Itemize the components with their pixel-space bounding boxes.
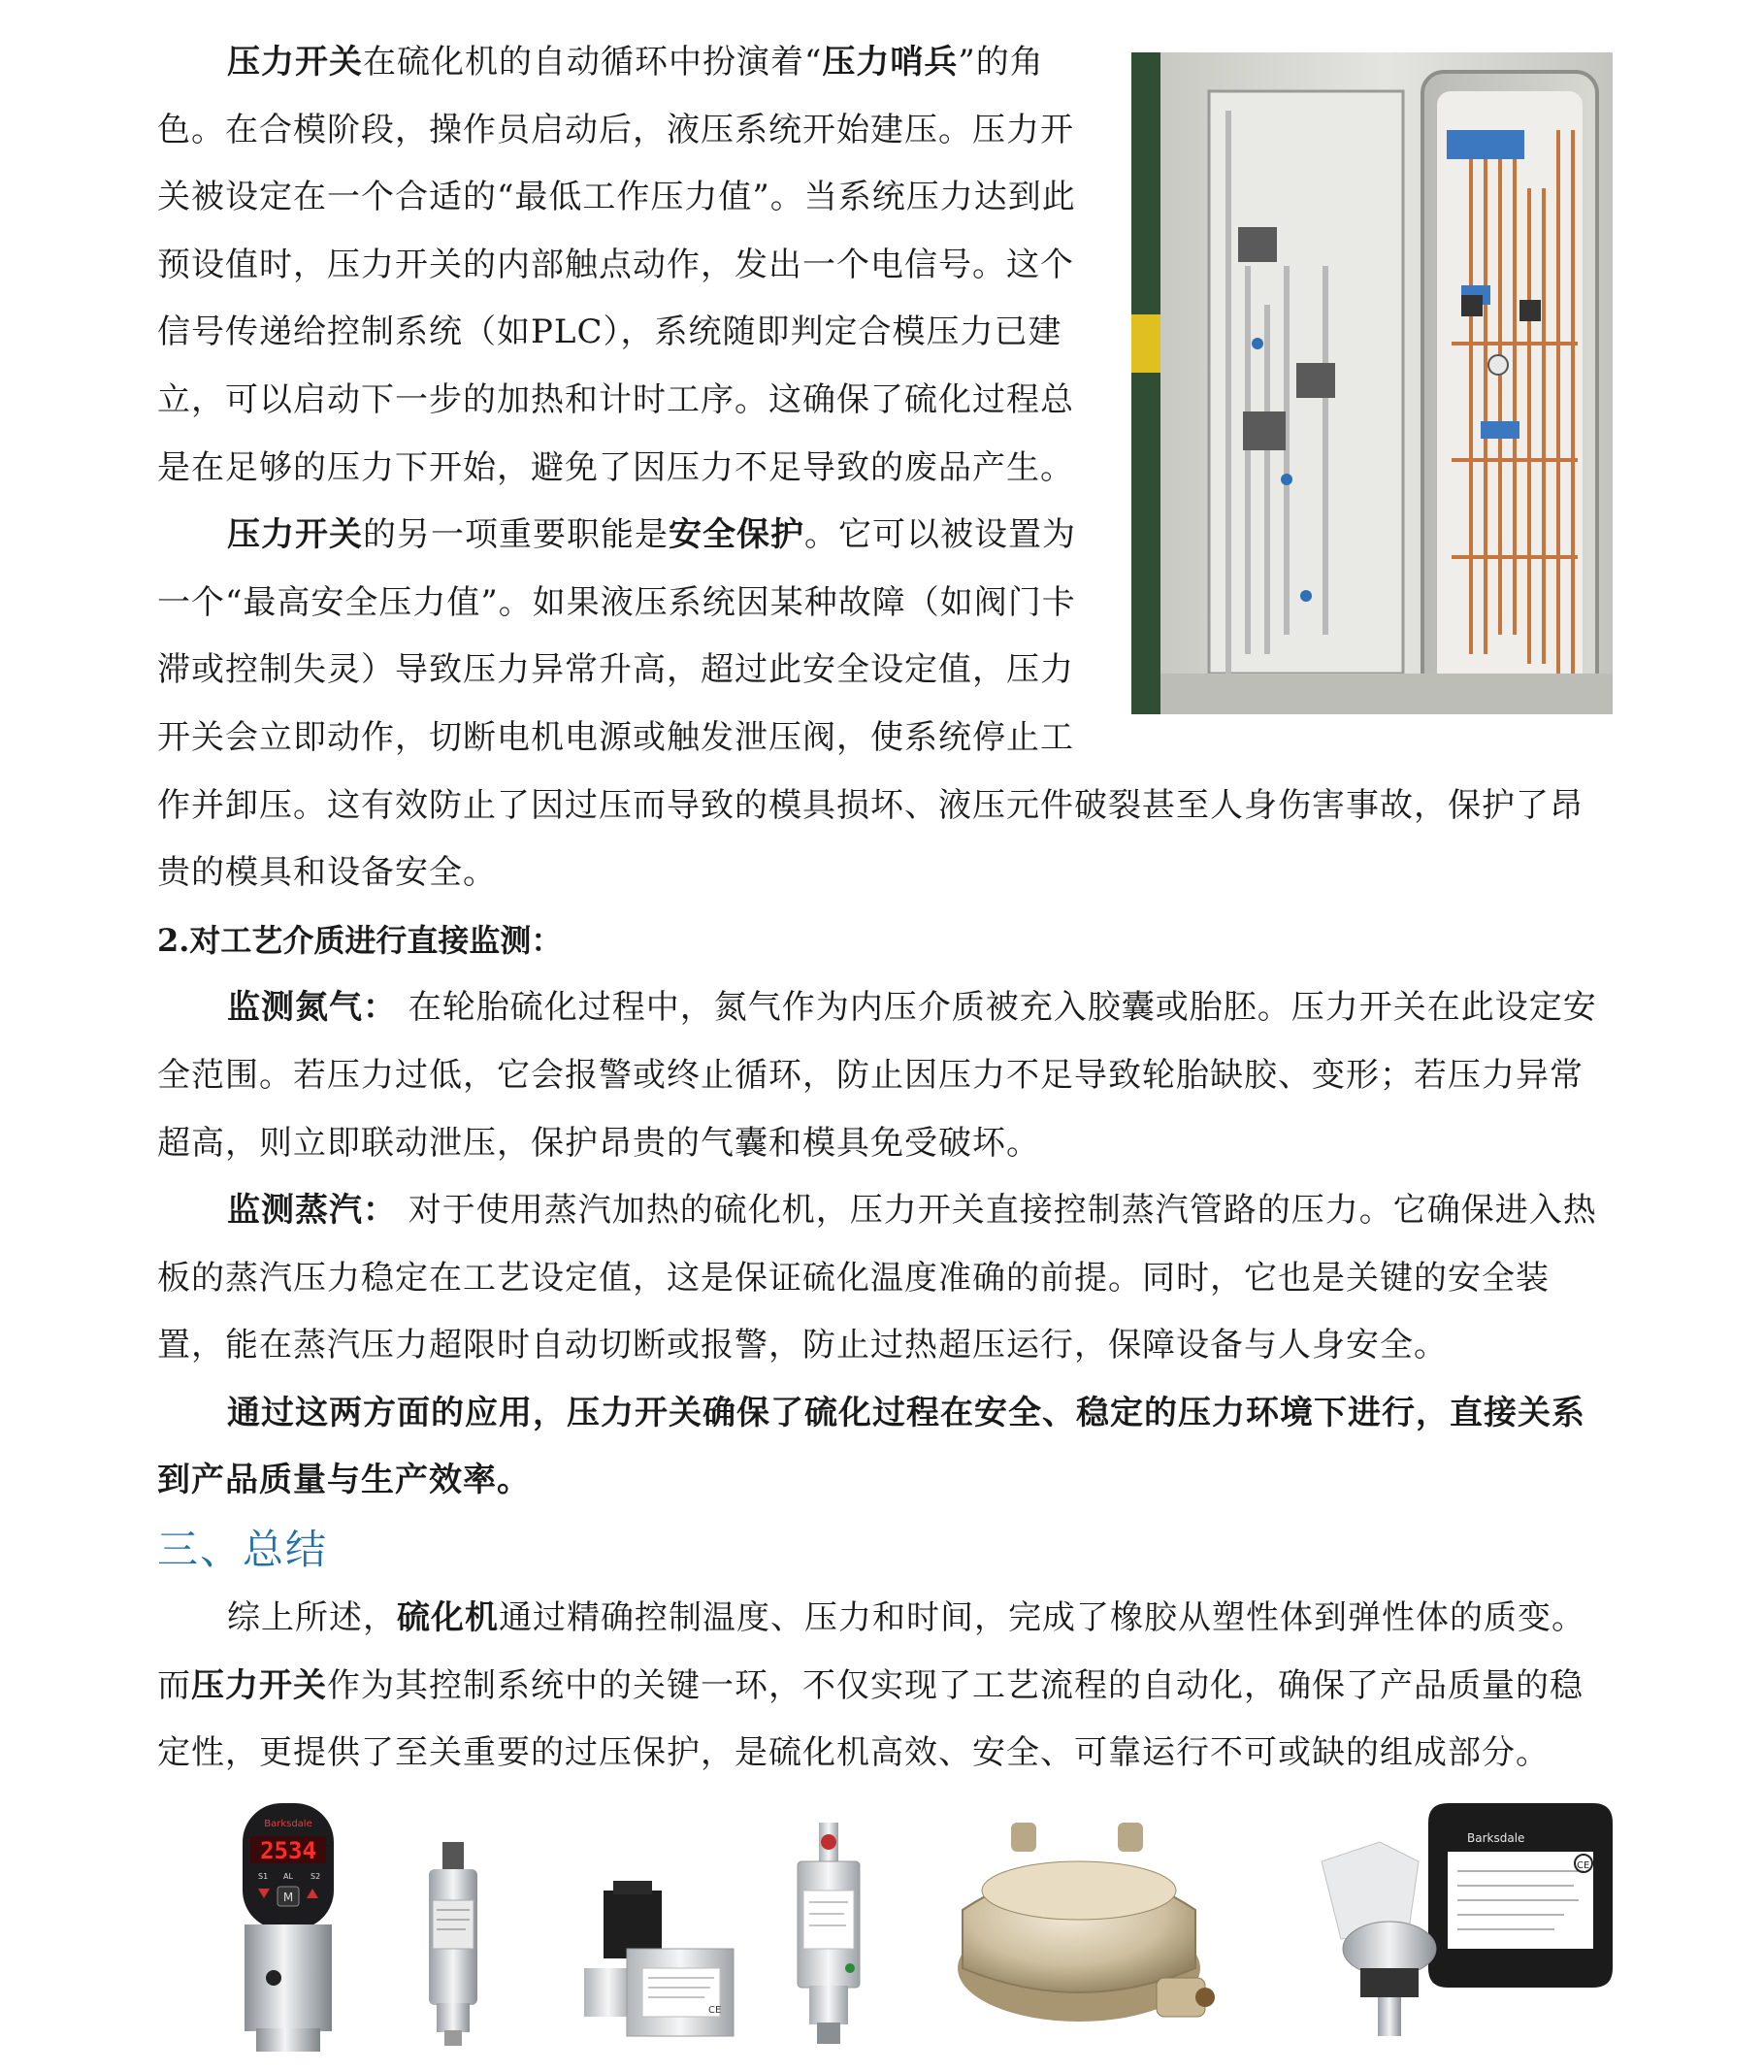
text-run: 通过精确控制温度、压力和时间，完成了橡胶从塑性体到弹性体的质变。而 <box>157 1598 1585 1705</box>
bold-term: 压力开关 <box>227 515 363 555</box>
section-title: 三、总结 <box>157 1526 329 1574</box>
ce-mark: CE <box>1577 1860 1590 1871</box>
text-run: 。它可以被设置为一个“最高安全压力值”。如果液压系统因某种故障（如阀门卡滞或控制失灵）导致压力异常升高，超过此安全设定值，压力开关会立即动作，切断电机电源或触发泄压阀，使系统停止工作并卸压。这有效防止了因过压而导致的模具损坏、液压元件破裂甚至人身伤害事故，保护了昂贵的模具和设备安全。 <box>157 515 1584 893</box>
control-cabinet-photo <box>1131 52 1613 714</box>
pressure-readout: 2534 <box>260 1837 316 1864</box>
paragraph-conclusion: 通过这两方面的应用，压力开关确保了硫化过程在安全、稳定的压力环境下进行，直接关系到产品质量与生产效率。 <box>157 1393 1585 1500</box>
diaphragm-pressure-switch-image <box>1322 1803 1632 2046</box>
bold-term: 安全保护 <box>669 515 804 555</box>
paragraph-nitrogen <box>157 974 1613 1177</box>
bold-label: 监测蒸汽： <box>227 1191 397 1231</box>
text-run: 在轮胎硫化过程中，氮气作为内压介质被充入胶囊或胎胚。压力开关在此设定安全范围。若压力过低，它会报警或终止循环，防止因压力不足导致轮胎缺胶、变形；若压力异常超高，则立即联动泄压，保护昂贵的气囊和模具免受破坏。 <box>157 988 1597 1163</box>
list-heading: 2.对工艺介质进行直接监测： <box>157 921 563 959</box>
document-page <box>157 29 1613 1788</box>
bold-label: 监测氮气： <box>227 988 397 1028</box>
explosion-proof-pressure-switch-image <box>953 1823 1215 2036</box>
brand-label: Barksdale <box>264 1819 312 1829</box>
text-run: 作为其控制系统中的关键一环，不仅实现了工艺流程的自动化，确保了产品质量的稳定性，更提供了至关重要的过压保护，是硫化机高效、安全、可靠运行不可或缺的组成部分。 <box>157 1665 1584 1773</box>
m-button-label: M <box>282 1891 294 1904</box>
bold-term: 压力哨兵 <box>822 43 959 82</box>
text-run: 的另一项重要职能是 <box>363 515 669 555</box>
paragraph-summary <box>157 1585 1613 1788</box>
s2-label: S2 <box>310 1872 321 1881</box>
pressure-transducer-image <box>419 1842 487 2046</box>
text-run: ”的角色。在合模阶段，操作员启动后，液压系统开始建压。压力开关被设定在一个合适的“最低工作压力值”。当系统压力达到此预设值时，压力开关的内部触点动作，发出一个电信号。这个信号传递给控制系统（如PLC），系统随即判定合模压力已建立，可以启动下一步的加热和计时工序。这确保了硫化过程总是在足够的压力下开始，避免了因压力不足导致的废品产生。 <box>157 43 1076 487</box>
s1-label: S1 <box>258 1872 269 1881</box>
ce-mark: CE <box>708 2005 722 2016</box>
bold-term: 硫化机 <box>397 1598 499 1638</box>
piston-pressure-switch-image <box>790 1823 867 2046</box>
bold-term: 压力开关 <box>191 1665 327 1705</box>
brand-label: Barksdale <box>1467 1831 1525 1845</box>
product-image-strip <box>157 1803 1613 2056</box>
paragraph-steam <box>157 1177 1613 1380</box>
text-run: 综上所述， <box>227 1598 397 1638</box>
text-run: 对于使用蒸汽加热的硫化机，压力开关直接控制蒸汽管路的压力。它确保进入热板的蒸汽压力稳定在工艺设定值，这是保证硫化温度准确的前提。同时，它也是关键的安全装置，能在蒸汽压力超限时自动切断或报警，防止过热超压运行，保障设备与人身安全。 <box>157 1191 1597 1365</box>
bold-term: 压力开关 <box>227 43 363 82</box>
hydraulic-pressure-switch-image <box>584 1881 739 2046</box>
digital-pressure-switch-image <box>235 1803 342 2056</box>
al-label: AL <box>283 1872 293 1881</box>
text-run: 在硫化机的自动循环中扮演着“ <box>363 43 823 82</box>
